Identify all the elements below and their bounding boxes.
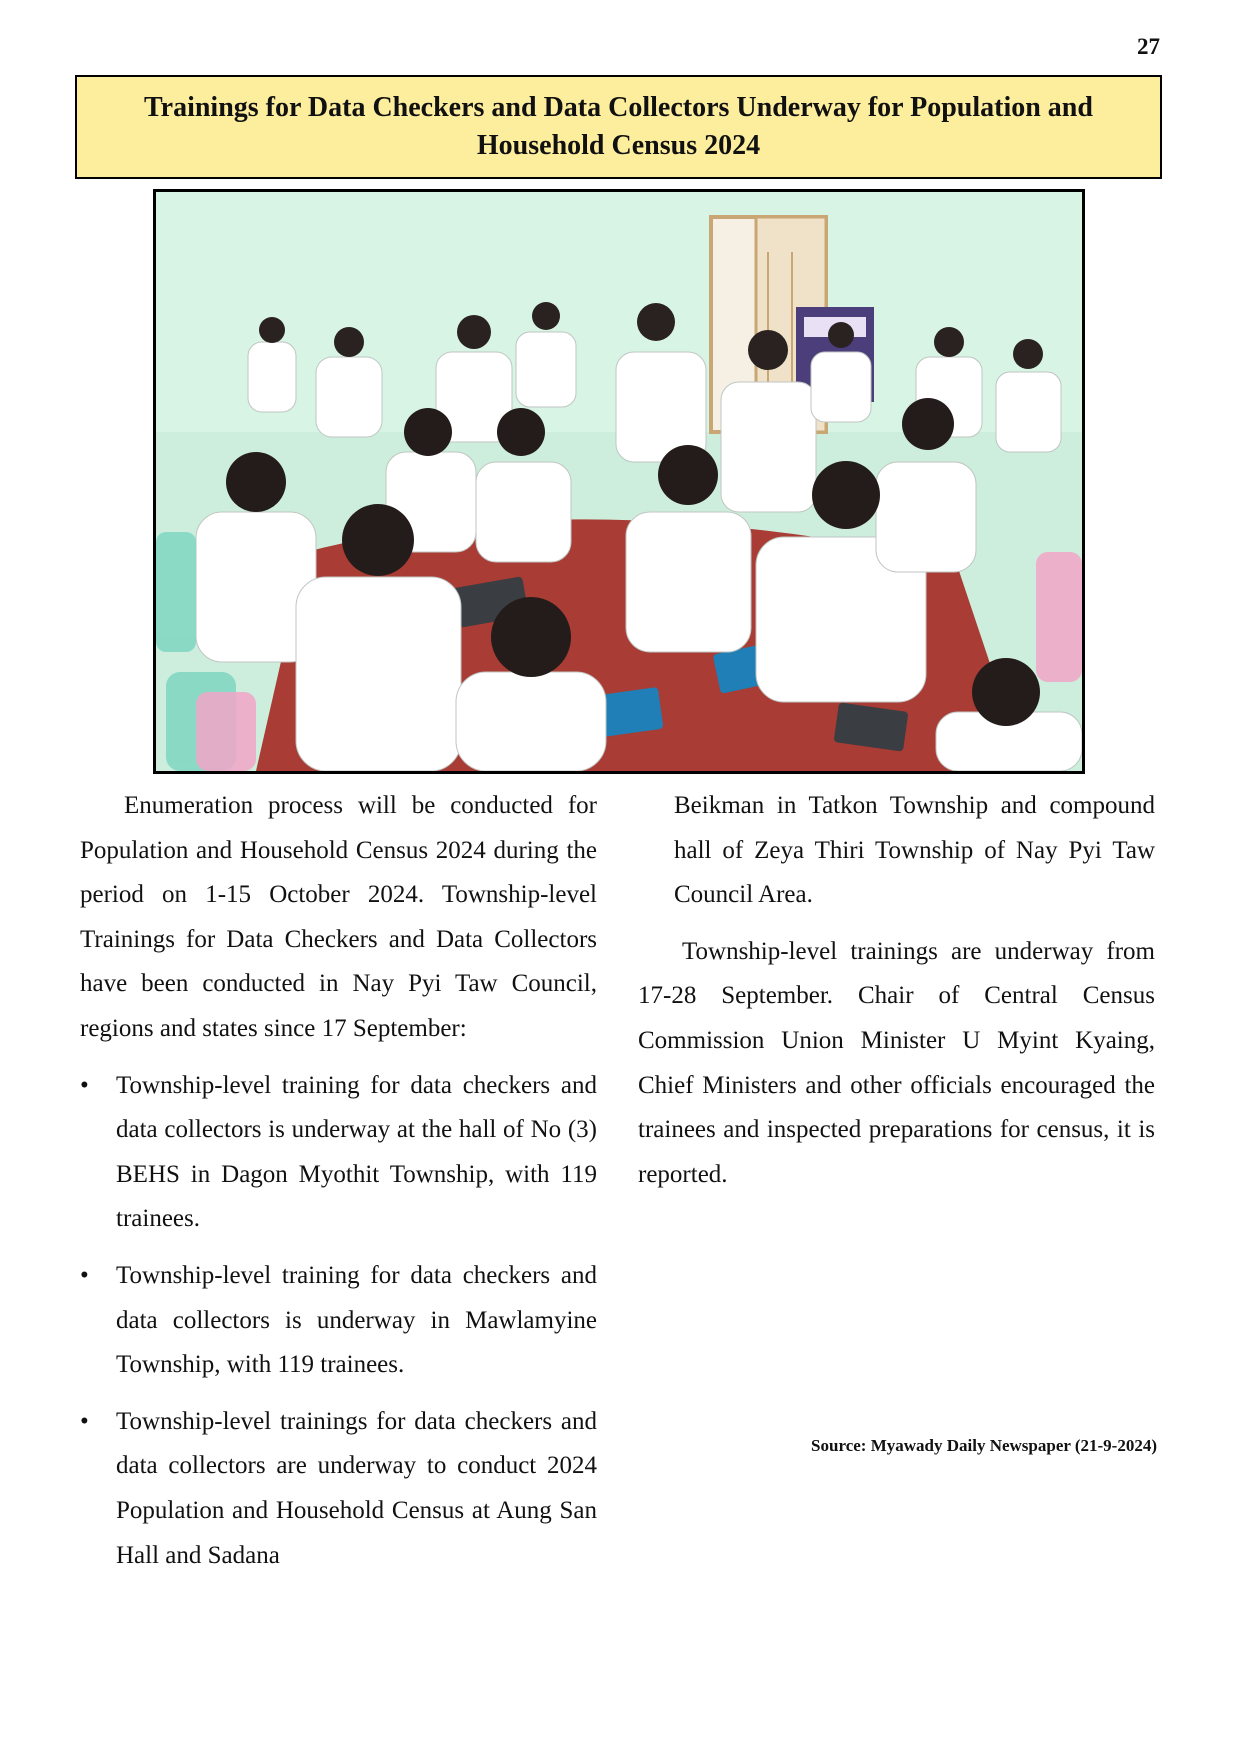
list-item	[80, 1400, 597, 1578]
article-photo	[153, 189, 1085, 774]
bullet-icon: •	[80, 1407, 89, 1435]
list-item-text: Township-level trainings for data checkers and data collectors are underway to conduct 2024 Population and Household Census at Aung San Hall and Sadana	[116, 1407, 597, 1569]
intro-paragraph: Enumeration process will be conducted for Population and Household Census 2024 during the period on 1-15 October 2024. Township-level Trainings for Data Checkers and Data Collectors have been conducted in Nay Pyi Taw Council, regions and states since 17 September:	[80, 792, 597, 1042]
article-column-left	[80, 784, 597, 1590]
list-item-text: Township-level training for data checkers and data collectors is underway at the hall of No (3) BEHS in Dagon Myothit Township, with 119 trainees.	[116, 1071, 597, 1233]
article-title: Trainings for Data Checkers and Data Collectors Underway for Population and Household Census 2024	[144, 92, 1093, 161]
bullet-continuation: Beikman in Tatkon Township and compound hall of Zeya Thiri Township of Nay Pyi Taw Council Area.	[674, 792, 1155, 909]
article-column-right	[638, 784, 1155, 1209]
list-item-text: Township-level training for data checkers and data collectors is underway in Mawlamyine Township, with 119 trainees.	[116, 1261, 597, 1379]
list-item	[80, 1254, 597, 1388]
source-credit: Source: Myawady Daily Newspaper (21-9-2024)	[811, 1436, 1157, 1455]
bullet-icon: •	[80, 1261, 89, 1289]
article-title-box	[75, 75, 1162, 179]
closing-paragraph: Township-level trainings are underway from 17-28 September. Chair of Central Census Commission Union Minister U Myint Kyaing, Chief Ministers and other officials encouraged the trainees and inspected preparations for census, it is reported.	[638, 937, 1155, 1188]
list-item	[80, 1064, 597, 1242]
bullet-icon: •	[80, 1071, 89, 1099]
page-number: 27	[1137, 34, 1160, 59]
training-photo-illustration	[156, 192, 1082, 771]
